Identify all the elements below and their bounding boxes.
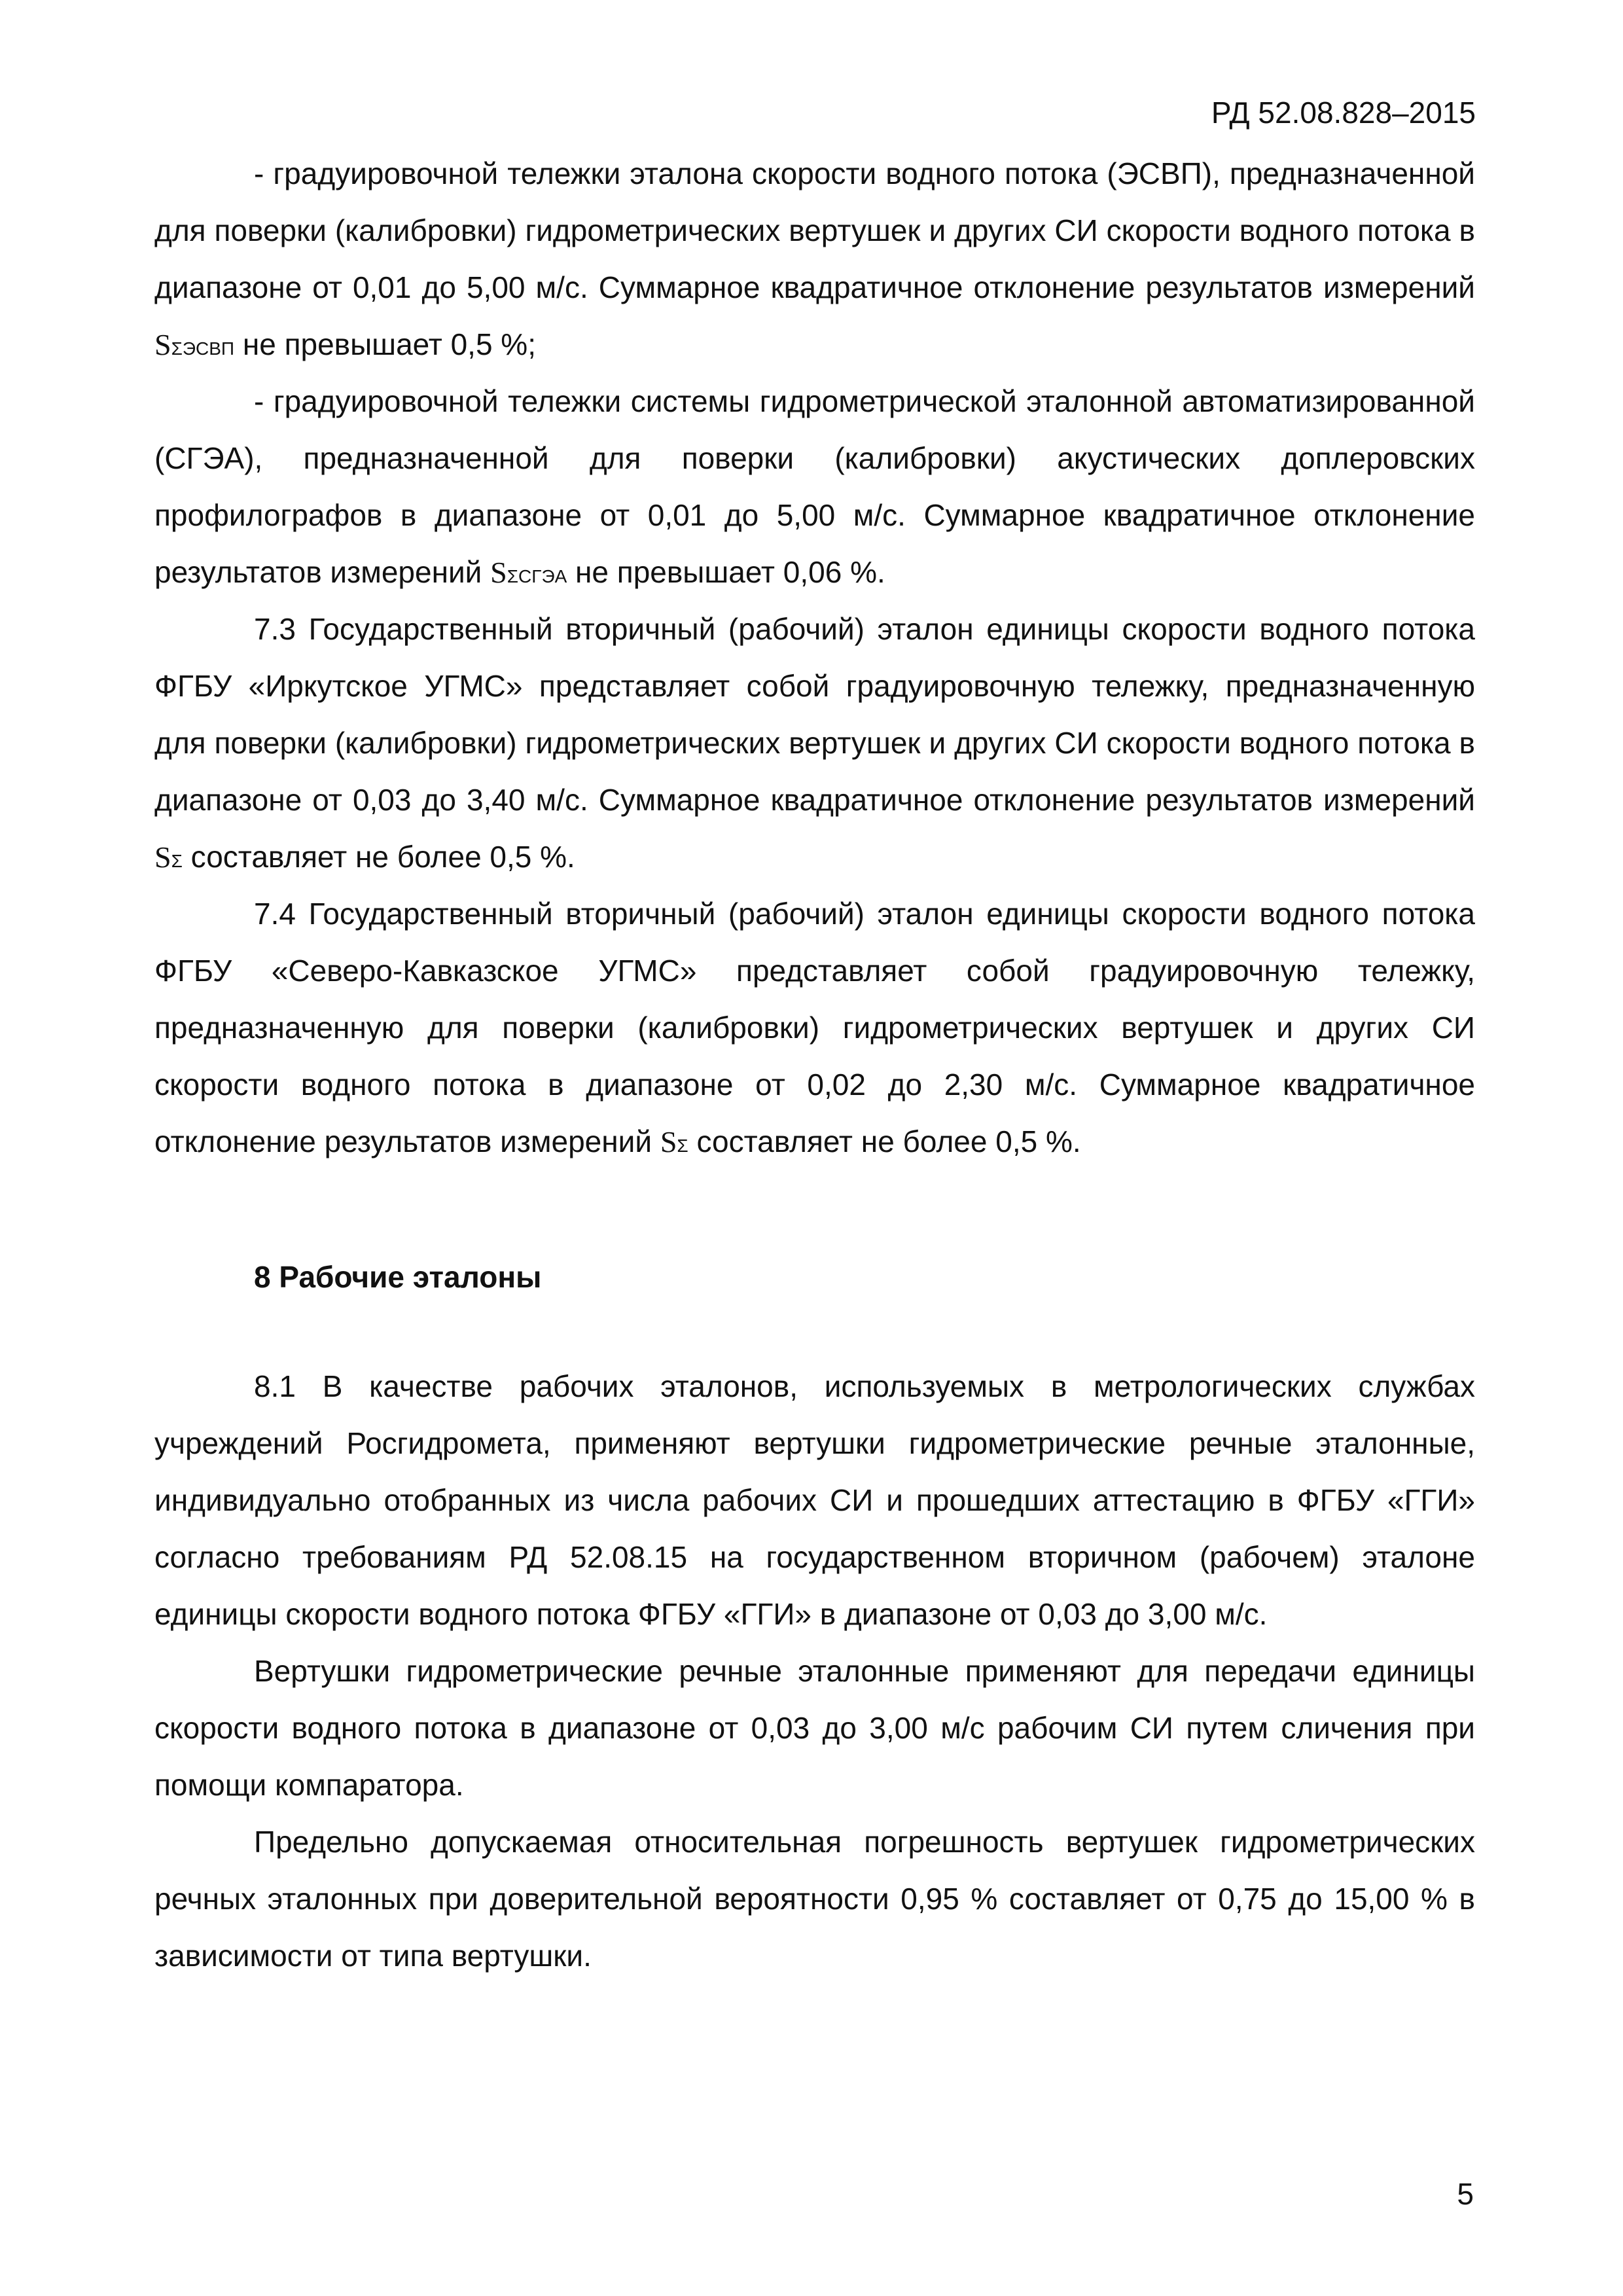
paragraph-text: 7.3 Государственный вторичный (рабочий) эталон единицы скорости водного потока ФГБУ «Иркутское УГМС» представляет собой градуировочную тележку, предназначенную для поверки (калибровки) гидрометрических вертушек и других СИ скорости водного потока в диапазоне от 0,03 до 3,40 м/с. Суммарное квадратичное отклонение результатов измерений (154, 612, 1484, 817)
spacer (154, 1170, 1475, 1249)
paragraph-7-4 (154, 886, 1484, 1170)
paragraph-text-tail: не превышает 0,06 %. (567, 555, 885, 589)
paragraph-text-tail: составляет не более 0,5 %. (182, 840, 575, 874)
symbol-s: S (660, 1125, 677, 1158)
paragraph-text-tail: составляет не более 0,5 %. (688, 1124, 1081, 1158)
section-heading: 8 Рабочие эталоны (254, 1260, 542, 1294)
paragraph-text: 7.4 Государственный вторичный (рабочий) эталон единицы скорости водного потока ФГБУ «Северо-Кавказское УГМС» представляет собой градуировочную тележку, предназначенную для поверки (калибровки) гидрометрических вертушек и других СИ скорости водного потока в диапазоне от 0,02 до 2,30 м/с. Суммарное квадратичное отклонение результатов измерений (154, 897, 1484, 1158)
symbol-subscript: ΣСГЭА (507, 566, 567, 586)
paragraph-transfer: Вертушки гидрометрические речные эталонные применяют для передачи единицы скорости водного потока в диапазоне от 0,03 до 3,00 м/с рабочим СИ путем сличения при помощи компаратора. (154, 1654, 1484, 1802)
paragraph-eswp-trolley (154, 145, 1484, 373)
paragraph-text-tail: не превышает 0,5 %; (234, 327, 536, 361)
paragraph-sgea-trolley (154, 373, 1484, 601)
paragraph-text: - градуировочной тележки системы гидрометрической эталонной автоматизированной (СГЭА), предназначенной для поверки (калибровки) акустических доплеровских профилографов в диапазоне от 0,01 до 5,00 м/с. Суммарное квадратичное отклонение результатов измерений (154, 384, 1484, 589)
paragraph-7-3 (154, 601, 1484, 886)
document-code: РД 52.08.828–2015 (1211, 96, 1476, 130)
symbol-subscript: Σ (171, 851, 183, 871)
paragraph-8-1: 8.1 В качестве рабочих эталонов, используемых в метрологических службах учреждений Росгидромета, применяют вертушки гидрометрические речные эталонные, индивидуально отобранных из числа рабочих СИ и прошедших аттестацию в ФГБУ «ГГИ» согласно требованиям РД 52.08.15 на государственном вторичном (рабочем) эталоне единицы скорости водного потока ФГБУ «ГГИ» в диапазоне от 0,03 до 3,00 м/с. (154, 1369, 1484, 1631)
paragraph-text: - градуировочной тележки эталона скорости водного потока (ЭСВП), предназначенной для поверки (калибровки) гидрометрических вертушек и других СИ скорости водного потока в диапазоне от 0,01 до 5,00 м/с. Суммарное квадратичное отклонение результатов измерений (154, 156, 1484, 304)
page-number: 5 (1457, 2177, 1474, 2211)
document-body (154, 145, 1484, 1984)
symbol-s: S (154, 328, 171, 361)
symbol-subscript: Σ (677, 1136, 688, 1156)
symbol-s: S (490, 556, 507, 589)
symbol-subscript: ΣЭСВП (171, 338, 235, 359)
spacer (154, 1306, 1475, 1358)
paragraph-error-limit: Предельно допускаемая относительная погрешность вертушек гидрометрических речных эталонных при доверительной вероятности 0,95 % составляет от 0,75 до 15,00 % в зависимости от типа вертушки. (154, 1825, 1484, 1973)
symbol-s: S (154, 840, 171, 874)
